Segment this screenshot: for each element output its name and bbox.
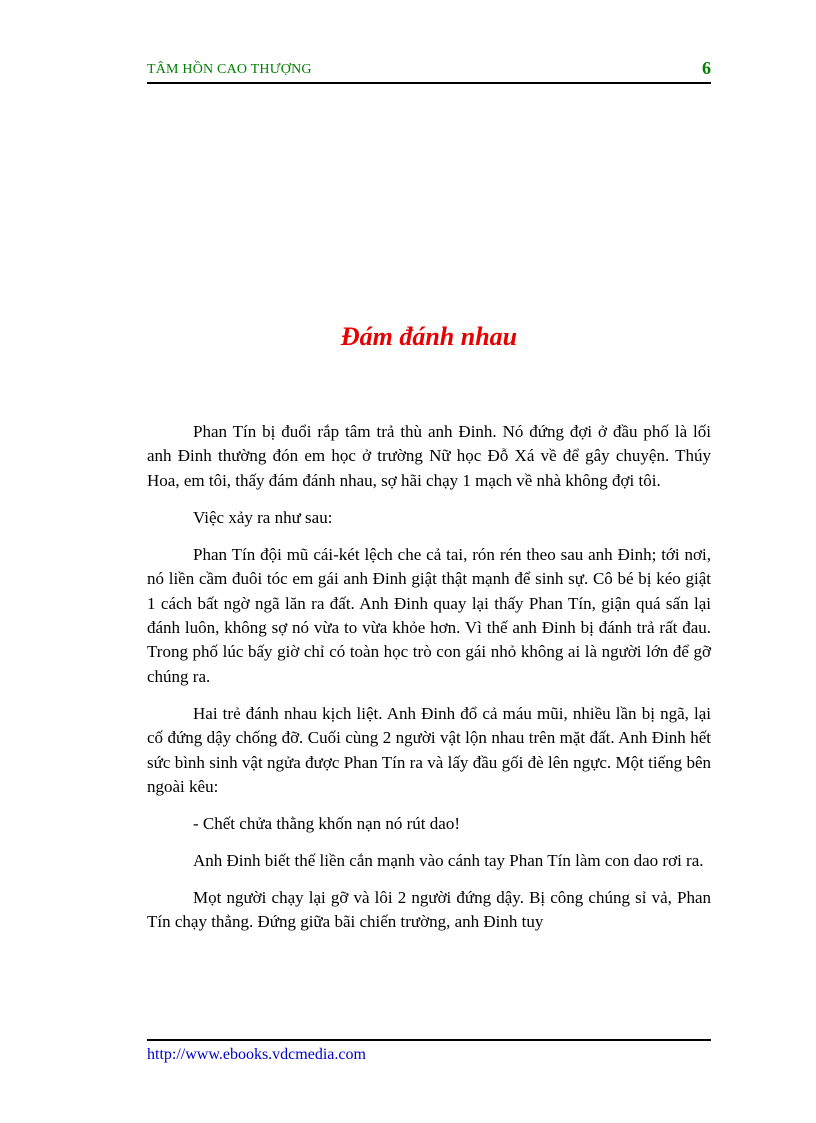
paragraph: Phan Tín bị đuổi rắp tâm trả thù anh Đinh. Nó đứng đợi ở đầu phố là lối anh Đinh thường đón em học ở trường Nữ học Đỗ Xá về để gây chuyện. Thúy Hoa, em tôi, thấy đám đánh nhau, sợ hãi chạy 1 mạch về nhà không đợi tôi. — [147, 422, 711, 490]
footer-link[interactable]: http://www.ebooks.vdcmedia.com — [147, 1046, 366, 1063]
paragraph: Mọt người chạy lại gỡ và lôi 2 người đứng dậy. Bị công chúng sỉ vả, Phan Tín chạy thẳng. Đứng giữa bãi chiến trường, anh Đinh tuy — [147, 888, 711, 932]
page-footer — [147, 1039, 711, 1063]
paragraph: Việc xảy ra như sau: — [193, 507, 333, 527]
paragraph: Anh Đinh biết thế liền cắn mạnh vào cánh tay Phan Tín làm con dao rơi ra. — [193, 851, 704, 871]
chapter-title: Đám đánh nhau — [340, 322, 518, 351]
paragraph: - Chết chửa thằng khốn nạn nó rút dao! — [193, 814, 460, 834]
paragraph: Hai trẻ đánh nhau kịch liệt. Anh Đinh đổ cả máu mũi, nhiều lần bị ngã, lại cố đứng dậy chống đỡ. Cuối cùng 2 người vật lộn nhau trên mặt đất. Anh Đinh hết sức bình sinh vật ngửa được Phan Tín ra và lấy đầu gối đè lên ngực. Một tiếng bên ngoài kêu: — [147, 703, 711, 797]
page-header — [147, 60, 711, 84]
paragraph: Phan Tín đội mũ cái-két lệch che cả tai, rón rén theo sau anh Đinh; tới nơi, nó liền cầm đuôi tóc em gái anh Đinh giật thật mạnh để sinh sự. Cô bé bị kéo giật 1 cách bất ngờ ngã lăn ra đất. Anh Đinh quay lại thấy Phan Tín, giận quá sấn lại đánh luôn, không sợ nó vừa to vừa khỏe hơn. Vì thế anh Đinh bị đánh trả rất đau. Trong phố lúc bấy giờ chỉ có toàn học trò con gái nhỏ không ai là người lớn để gỡ chúng ra. — [147, 544, 711, 686]
book-title: TÂM HỒN CAO THƯỢNG — [147, 62, 312, 77]
body-text — [147, 420, 711, 947]
page-number: 6 — [702, 58, 711, 78]
